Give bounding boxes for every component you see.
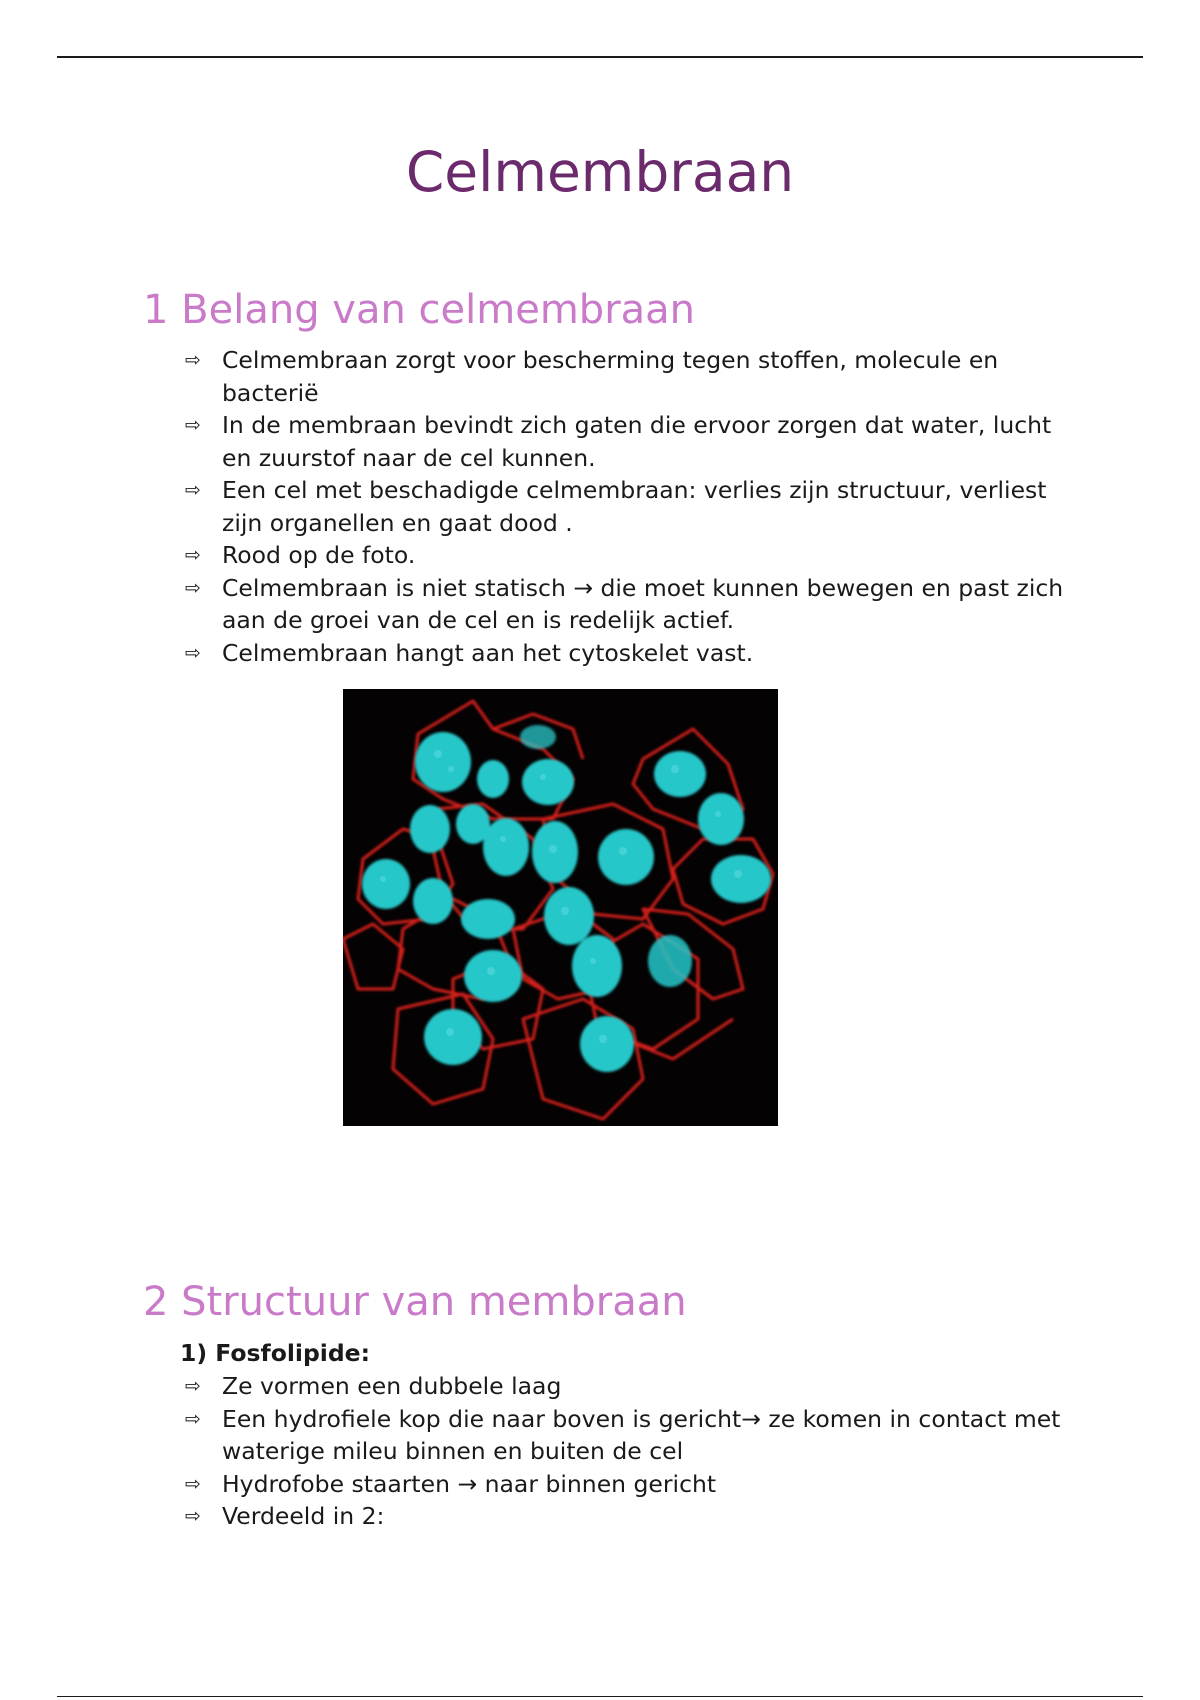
arrow-right-outline-icon: ⇨ bbox=[185, 544, 201, 566]
cell-microscopy-illustration bbox=[343, 689, 778, 1126]
list-item: ⇨ Verdeeld in 2: bbox=[185, 1500, 1065, 1533]
page-title: Celmembraan bbox=[405, 140, 795, 204]
section-heading-2: 2 Structuur van membraan bbox=[143, 1279, 687, 1325]
section-heading-1: 1 Belang van celmembraan bbox=[143, 287, 696, 333]
list-item: ⇨ Rood op de foto. bbox=[185, 539, 1065, 572]
section-2-bullet-list bbox=[185, 1370, 1065, 1533]
arrow-right-outline-icon: ⇨ bbox=[185, 576, 201, 599]
subheading-fosfolipide: 1) Fosfolipide: bbox=[180, 1339, 371, 1367]
cell-microscopy-image bbox=[343, 689, 778, 1126]
arrow-right-outline-icon: ⇨ bbox=[185, 1375, 201, 1397]
top-rule bbox=[57, 56, 1143, 58]
arrow-right-outline-icon: ⇨ bbox=[185, 1407, 201, 1430]
list-item: ⇨ Hydrofobe staarten → naar binnen gericht bbox=[185, 1468, 1065, 1501]
list-item: ⇨ Celmembraan zorgt voor bescherming tegen stoffen, molecule en bacterië bbox=[185, 346, 999, 407]
arrow-right-outline-icon: ⇨ bbox=[185, 641, 201, 664]
arrow-right-outline-icon: ⇨ bbox=[185, 1505, 201, 1527]
list-item: ⇨ Celmembraan is niet statisch → die moet kunnen bewegen en past zich aan de groei van de cel en is redelijk actief. bbox=[185, 573, 1064, 634]
arrow-right-outline-icon: ⇨ bbox=[185, 349, 201, 371]
arrow-right-outline-icon: ⇨ bbox=[185, 1472, 201, 1495]
list-item: ⇨ Een cel met beschadigde celmembraan: verlies zijn structuur, verliest zijn organellen en gaat dood . bbox=[185, 476, 1047, 537]
bottom-rule bbox=[57, 1696, 1143, 1697]
list-item: ⇨ Een hydrofiele kop die naar boven is gericht→ ze komen in contact met waterige mileu binnen en buiten de cel bbox=[185, 1404, 1061, 1465]
list-item: ⇨ Ze vormen een dubbele laag bbox=[185, 1370, 1065, 1403]
list-item: ⇨ In de membraan bevindt zich gaten die ervoor zorgen dat water, lucht en zuurstof naar de cel kunnen. bbox=[185, 411, 1052, 472]
arrow-right-outline-icon: ⇨ bbox=[185, 479, 201, 501]
section-1-bullet-list bbox=[185, 344, 1065, 669]
list-item: ⇨ Celmembraan hangt aan het cytoskelet vast. bbox=[185, 637, 1065, 670]
arrow-right-outline-icon: ⇨ bbox=[185, 414, 201, 436]
